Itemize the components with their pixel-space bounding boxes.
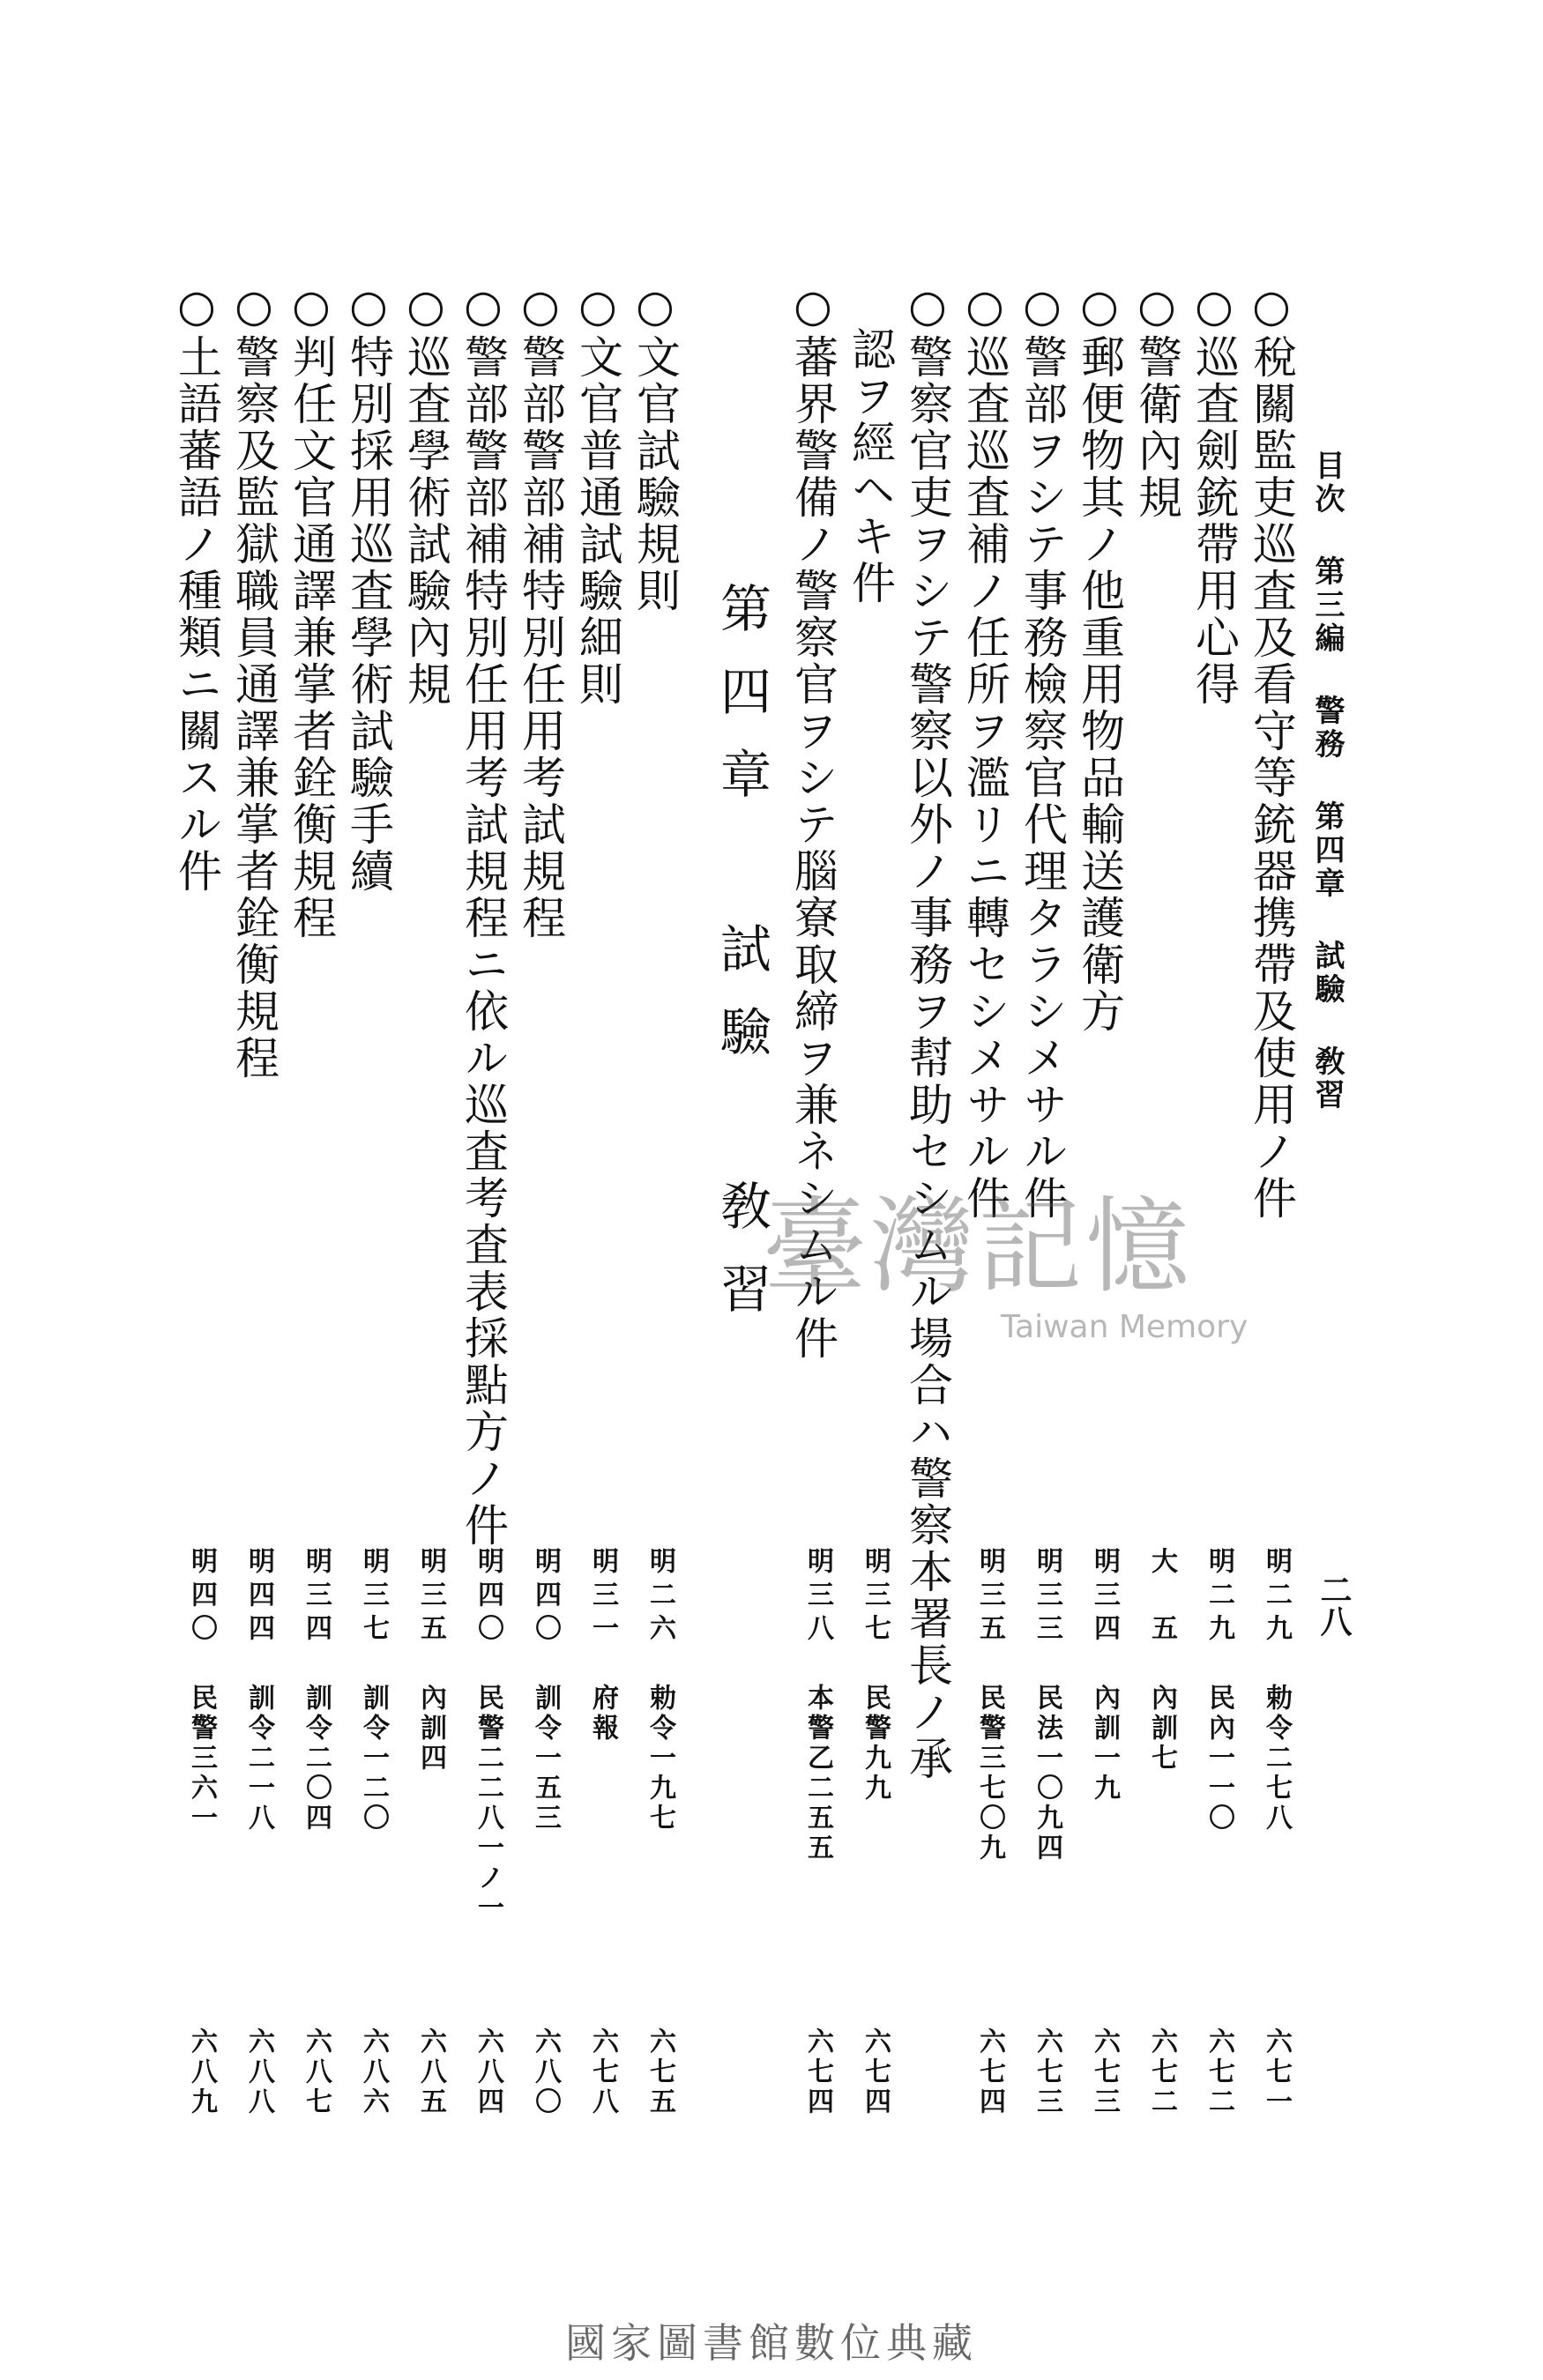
running-head: 目次 第三編 警務 第四章 試驗 敎習 [1309,450,1345,1112]
entry-page: 六八八 [243,2027,274,2117]
entry-reference: 本警乙二五五 [802,1684,833,1863]
entry-page: 六七八 [587,2027,618,2117]
entry-reference: 民警九九 [860,1684,891,1804]
entry-page: 六七四 [860,2027,891,2117]
entry-date: 明三一 [587,1547,618,1647]
entry-date: 明三五 [974,1547,1005,1647]
entry-date: 明四〇 [473,1547,503,1647]
entry-reference: 訓令一五三 [530,1684,561,1833]
entry-page: 六八〇 [530,2027,561,2117]
entry-page: 六八六 [358,2027,389,2117]
entry-page: 六七一 [1261,2027,1292,2117]
entry-reference: 民警二二八一ノ一 [473,1684,503,1923]
watermark-title: 臺灣記憶 [763,1186,1194,1307]
entry-page: 六七五 [645,2027,675,2117]
entry-date: 明三三 [1032,1547,1062,1647]
entry-page: 六八四 [473,2027,503,2117]
entry-page: 六八五 [415,2027,446,2117]
chapter-heading: 第四章 試驗 敎習 [712,582,772,1345]
page-number: 二八 [1316,1573,1353,1637]
entry-date: 明二九 [1204,1547,1234,1647]
entry-date: 明四〇 [530,1547,561,1647]
entry-reference: 民警三六一 [186,1684,217,1833]
entry-reference: 內訓四 [415,1684,446,1774]
entry-title: ○巡査學術試驗內規 [400,280,451,708]
entry-title: ○文官普通試驗細則 [572,280,623,708]
entry-title: ○巡査巡査補ノ任所ヲ濫リニ轉セシメサル件 [959,280,1010,1222]
entry-reference: 內訓一九 [1089,1684,1120,1804]
footer-archive-label: 國家圖書館數位典藏 [565,2319,978,2367]
entry-title: ○警察官吏ヲシテ警察以外ノ事務ヲ幇助セシムル場合ハ警察本署長ノ承 [902,280,953,1782]
entry-title: ○警部警部補特別任用考試規程 [515,280,566,941]
entry-page: 六七二 [1204,2027,1234,2117]
entry-date: 明四〇 [186,1547,217,1647]
entry-date: 明三五 [415,1547,446,1647]
entry-title: ○郵便物其ノ他重用物品輸送護衛方 [1074,280,1125,1035]
entry-date: 明三七 [860,1547,891,1647]
entry-title: ○土語蕃語ノ種類ニ關スル件 [171,280,222,895]
entry-date: 大 五 [1146,1547,1177,1647]
entry-date: 明三七 [358,1547,389,1647]
entry-title: ○警部警部補特別任用考試規程ニ依ル巡査考査表採點方ノ件 [458,280,509,1549]
entry-page: 六七二 [1146,2027,1177,2117]
entry-date: 明二九 [1261,1547,1292,1647]
entry-title: ○警部ヲシテ事務檢察官代理タラシメサル件 [1017,280,1068,1222]
entry-title: ○文官試驗規則 [630,280,681,614]
entry-reference: 訓令二〇四 [301,1684,332,1833]
entry-title: ○蕃界警備ノ警察官ヲシテ腦寮取締ヲ兼ネシムル件 [787,280,839,1362]
entry-date: 明二六 [645,1547,675,1647]
entry-title: ○特別採用巡査學術試驗手續 [343,280,394,895]
watermark-subtitle: Taiwan Memory [1001,1309,1249,1345]
entry-reference: 訓令一二〇 [358,1684,389,1833]
entry-date: 明四四 [243,1547,274,1647]
entry-reference: 內訓七 [1146,1684,1177,1774]
entry-reference: 勅令一九七 [645,1684,675,1833]
entry-date: 明三八 [802,1547,833,1647]
entry-title: ○警察及監獄職員通譯兼掌者銓衡規程 [228,280,280,1082]
entry-title-continuation: 認ヲ經ヘキ件 [845,326,896,606]
entry-title: ○判任文官通譯兼掌者銓衡規程 [286,280,337,941]
entry-reference: 訓令二一八 [243,1684,274,1833]
entry-page: 六七三 [1032,2027,1062,2117]
entry-title: ○稅關監吏巡査及看守等銃器携帶及使用ノ件 [1246,280,1297,1222]
entry-title: ○警衛內規 [1131,280,1182,521]
entry-page: 六七三 [1089,2027,1120,2117]
entry-date: 明三四 [301,1547,332,1647]
entry-reference: 民內一一〇 [1204,1684,1234,1833]
entry-reference: 民法一〇九四 [1032,1684,1062,1863]
entry-page: 六七四 [802,2027,833,2117]
entry-reference: 民警三七〇九 [974,1684,1005,1863]
entry-page: 六八七 [301,2027,332,2117]
entry-date: 明三四 [1089,1547,1120,1647]
entry-page: 六八九 [186,2027,217,2117]
entry-page: 六七四 [974,2027,1005,2117]
entry-reference: 府報 [587,1684,618,1744]
entry-reference: 勅令二七八 [1261,1684,1292,1833]
entry-title: ○巡査劍銃帶用心得 [1189,280,1240,708]
